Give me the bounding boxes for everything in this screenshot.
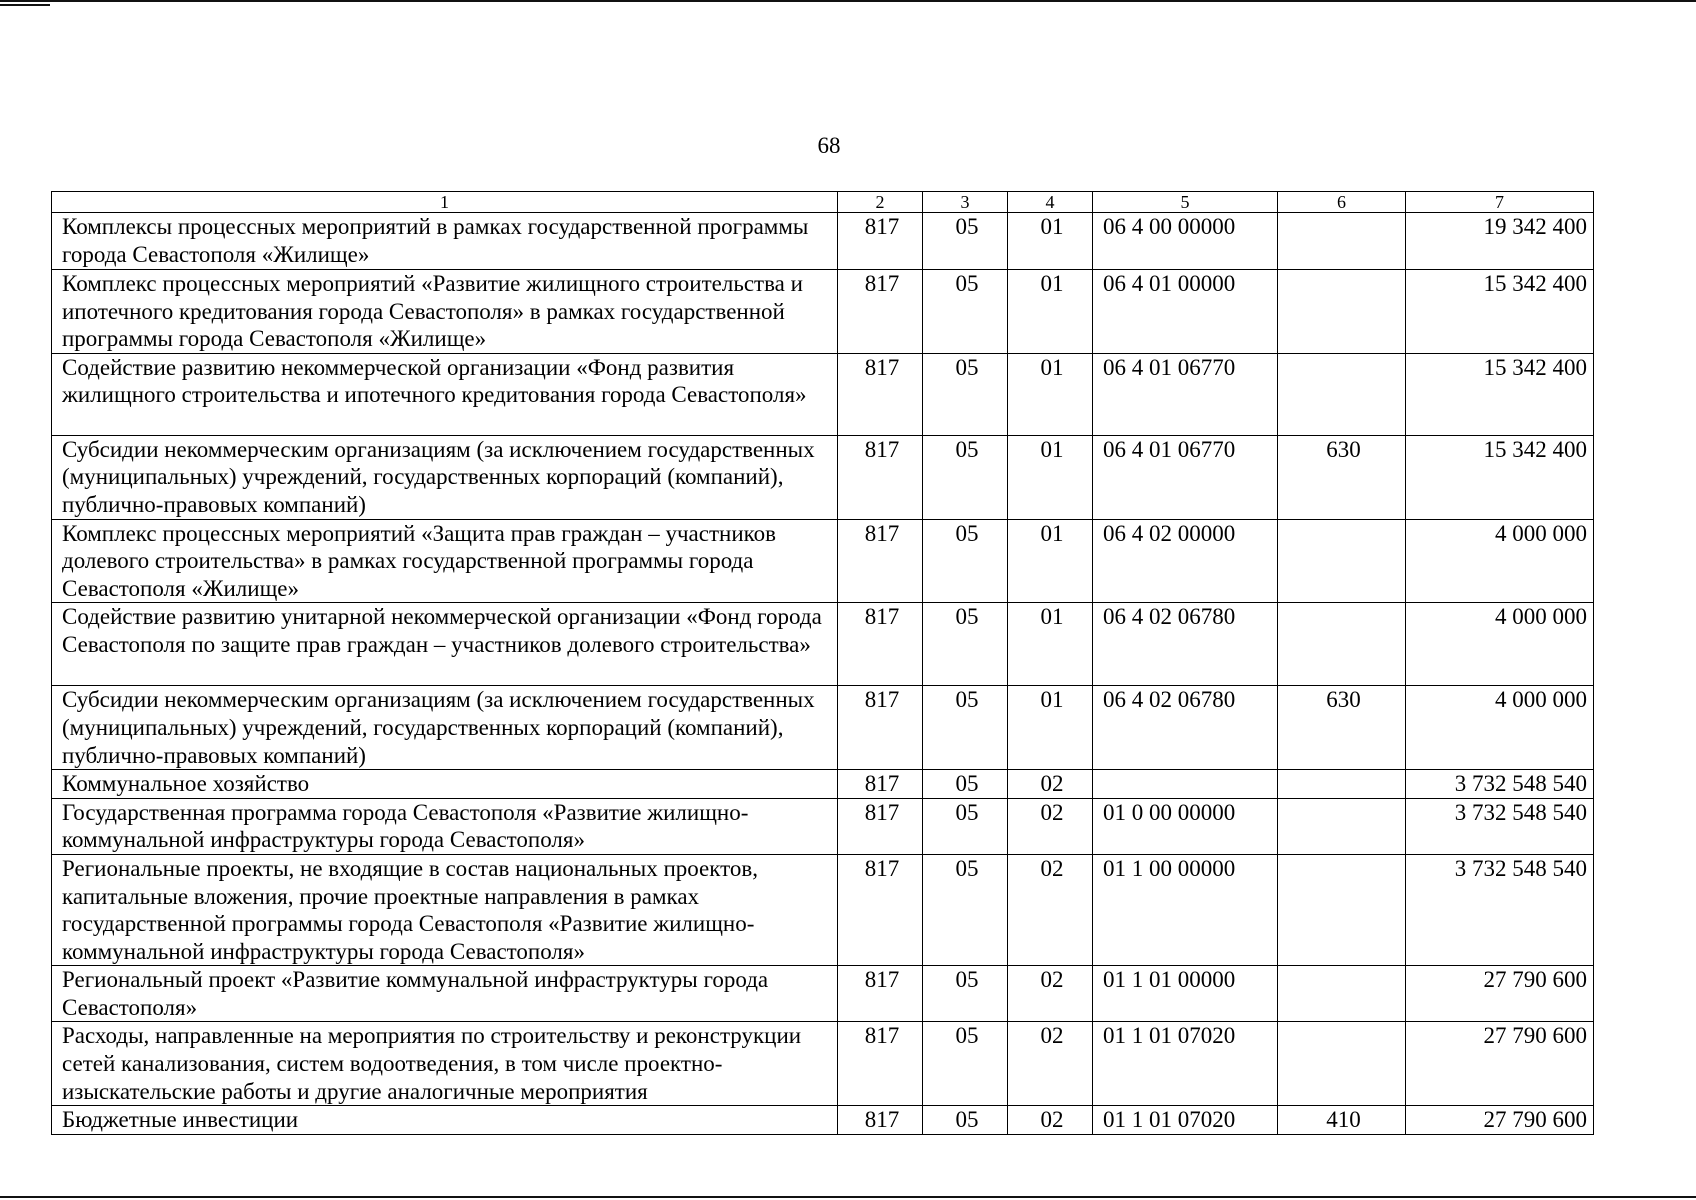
amount: 27 790 600 — [1406, 1106, 1594, 1135]
expense-type-code — [1278, 966, 1406, 1022]
table-row — [52, 798, 1594, 854]
header-cell: 2 — [838, 192, 923, 213]
expense-type-code — [1278, 1022, 1406, 1106]
amount: 19 342 400 — [1406, 213, 1594, 270]
subsection-code: 02 — [1008, 1106, 1093, 1135]
amount: 4 000 000 — [1406, 686, 1594, 770]
row-name: Комплекс процессных мероприятий «Защита прав граждан – участников долевого строительства» в рамках государственной программы города Севастополя «Жилище» — [52, 519, 838, 603]
subsection-code: 01 — [1008, 686, 1093, 770]
row-name: Региональный проект «Развитие коммунальной инфраструктуры города Севастополя» — [52, 966, 838, 1022]
target-article-code: 06 4 02 00000 — [1093, 519, 1278, 603]
table-row — [52, 519, 1594, 603]
row-name: Региональные проекты, не входящие в состав национальных проектов, капитальные вложения, прочие проектные направления в рамках государственной программы города Севастополя «Развитие жилищно-коммунальной инфраструктуры города Севастополя» — [52, 854, 838, 965]
section-code: 05 — [923, 353, 1008, 435]
header-cell: 7 — [1406, 192, 1594, 213]
section-code: 05 — [923, 686, 1008, 770]
grbs-code: 817 — [838, 213, 923, 270]
table-row — [52, 854, 1594, 965]
amount: 15 342 400 — [1406, 270, 1594, 354]
table-row — [52, 1106, 1594, 1135]
grbs-code: 817 — [838, 435, 923, 519]
target-article-code: 01 0 00 00000 — [1093, 798, 1278, 854]
target-article-code: 06 4 01 06770 — [1093, 435, 1278, 519]
amount: 3 732 548 540 — [1406, 770, 1594, 799]
row-name: Субсидии некоммерческим организациям (за исключением государственных (муниципальных) учреждений, государственных корпораций (компаний), публично-правовых компаний) — [52, 435, 838, 519]
target-article-code: 06 4 02 06780 — [1093, 686, 1278, 770]
section-code: 05 — [923, 213, 1008, 270]
target-article-code: 06 4 01 06770 — [1093, 353, 1278, 435]
grbs-code: 817 — [838, 603, 923, 686]
subsection-code: 01 — [1008, 435, 1093, 519]
grbs-code: 817 — [838, 966, 923, 1022]
expense-type-code — [1278, 519, 1406, 603]
grbs-code: 817 — [838, 519, 923, 603]
table-row — [52, 270, 1594, 354]
header-cell: 6 — [1278, 192, 1406, 213]
header-cell: 4 — [1008, 192, 1093, 213]
budget-table — [51, 191, 1594, 1135]
target-article-code: 01 1 01 07020 — [1093, 1022, 1278, 1106]
grbs-code: 817 — [838, 1022, 923, 1106]
bottom-rule — [0, 1196, 1696, 1198]
amount: 3 732 548 540 — [1406, 798, 1594, 854]
grbs-code: 817 — [838, 770, 923, 799]
row-name: Комплексы процессных мероприятий в рамках государственной программы города Севастополя «Жилище» — [52, 213, 838, 270]
grbs-code: 817 — [838, 686, 923, 770]
section-code: 05 — [923, 270, 1008, 354]
row-name: Коммунальное хозяйство — [52, 770, 838, 799]
subsection-code: 02 — [1008, 1022, 1093, 1106]
section-code: 05 — [923, 966, 1008, 1022]
page-number: 68 — [817, 133, 841, 158]
table-row — [52, 603, 1594, 686]
section-code: 05 — [923, 854, 1008, 965]
grbs-code: 817 — [838, 854, 923, 965]
subsection-code: 02 — [1008, 854, 1093, 965]
table-row — [52, 435, 1594, 519]
target-article-code: 06 4 01 00000 — [1093, 270, 1278, 354]
header-cell: 3 — [923, 192, 1008, 213]
subsection-code: 02 — [1008, 798, 1093, 854]
subsection-code: 02 — [1008, 770, 1093, 799]
expense-type-code — [1278, 854, 1406, 965]
subsection-code: 01 — [1008, 603, 1093, 686]
section-code: 05 — [923, 1022, 1008, 1106]
grbs-code: 817 — [838, 270, 923, 354]
expense-type-code — [1278, 603, 1406, 686]
amount: 15 342 400 — [1406, 353, 1594, 435]
row-name: Расходы, направленные на мероприятия по строительству и реконструкции сетей канализования, систем водоотведения, в том числе проектно-изыскательские работы и другие аналогичные мероприятия — [52, 1022, 838, 1106]
subsection-code: 01 — [1008, 353, 1093, 435]
row-name: Содействие развитию некоммерческой организации «Фонд развития жилищного строительства и ипотечного кредитования города Севастополя» — [52, 353, 838, 435]
row-name: Субсидии некоммерческим организациям (за исключением государственных (муниципальных) учреждений, государственных корпораций (компаний), публично-правовых компаний) — [52, 686, 838, 770]
target-article-code: 01 1 01 00000 — [1093, 966, 1278, 1022]
table-row — [52, 213, 1594, 270]
amount: 3 732 548 540 — [1406, 854, 1594, 965]
expense-type-code — [1278, 798, 1406, 854]
section-code: 05 — [923, 1106, 1008, 1135]
target-article-code: 06 4 00 00000 — [1093, 213, 1278, 270]
target-article-code: 06 4 02 06780 — [1093, 603, 1278, 686]
amount: 4 000 000 — [1406, 519, 1594, 603]
header-row — [52, 192, 1594, 213]
target-article-code — [1093, 770, 1278, 799]
table-row — [52, 966, 1594, 1022]
amount: 4 000 000 — [1406, 603, 1594, 686]
expense-type-code: 630 — [1278, 686, 1406, 770]
row-name: Комплекс процессных мероприятий «Развитие жилищного строительства и ипотечного кредитования города Севастополя» в рамках государственной программы города Севастополя «Жилище» — [52, 270, 838, 354]
grbs-code: 817 — [838, 353, 923, 435]
amount: 15 342 400 — [1406, 435, 1594, 519]
subsection-code: 01 — [1008, 270, 1093, 354]
amount: 27 790 600 — [1406, 1022, 1594, 1106]
expense-type-code — [1278, 213, 1406, 270]
row-name: Содействие развитию унитарной некоммерческой организации «Фонд города Севастополя по защите прав граждан – участников долевого строительства» — [52, 603, 838, 686]
table-row — [52, 770, 1594, 799]
amount: 27 790 600 — [1406, 966, 1594, 1022]
subsection-code: 02 — [1008, 966, 1093, 1022]
section-code: 05 — [923, 798, 1008, 854]
subsection-code: 01 — [1008, 519, 1093, 603]
section-code: 05 — [923, 603, 1008, 686]
expense-type-code — [1278, 353, 1406, 435]
subsection-code: 01 — [1008, 213, 1093, 270]
row-name: Государственная программа города Севастополя «Развитие жилищно-коммунальной инфраструктуры города Севастополя» — [52, 798, 838, 854]
section-code: 05 — [923, 519, 1008, 603]
top-rule — [0, 0, 1696, 2]
target-article-code: 01 1 01 07020 — [1093, 1106, 1278, 1135]
section-code: 05 — [923, 435, 1008, 519]
header-cell: 1 — [52, 192, 838, 213]
top-rule-mark — [0, 4, 50, 6]
table-row — [52, 1022, 1594, 1106]
target-article-code: 01 1 00 00000 — [1093, 854, 1278, 965]
expense-type-code — [1278, 770, 1406, 799]
row-name: Бюджетные инвестиции — [52, 1106, 838, 1135]
table-row — [52, 686, 1594, 770]
table-row — [52, 353, 1594, 435]
grbs-code: 817 — [838, 798, 923, 854]
expense-type-code — [1278, 270, 1406, 354]
expense-type-code: 410 — [1278, 1106, 1406, 1135]
header-cell: 5 — [1093, 192, 1278, 213]
section-code: 05 — [923, 770, 1008, 799]
expense-type-code: 630 — [1278, 435, 1406, 519]
grbs-code: 817 — [838, 1106, 923, 1135]
